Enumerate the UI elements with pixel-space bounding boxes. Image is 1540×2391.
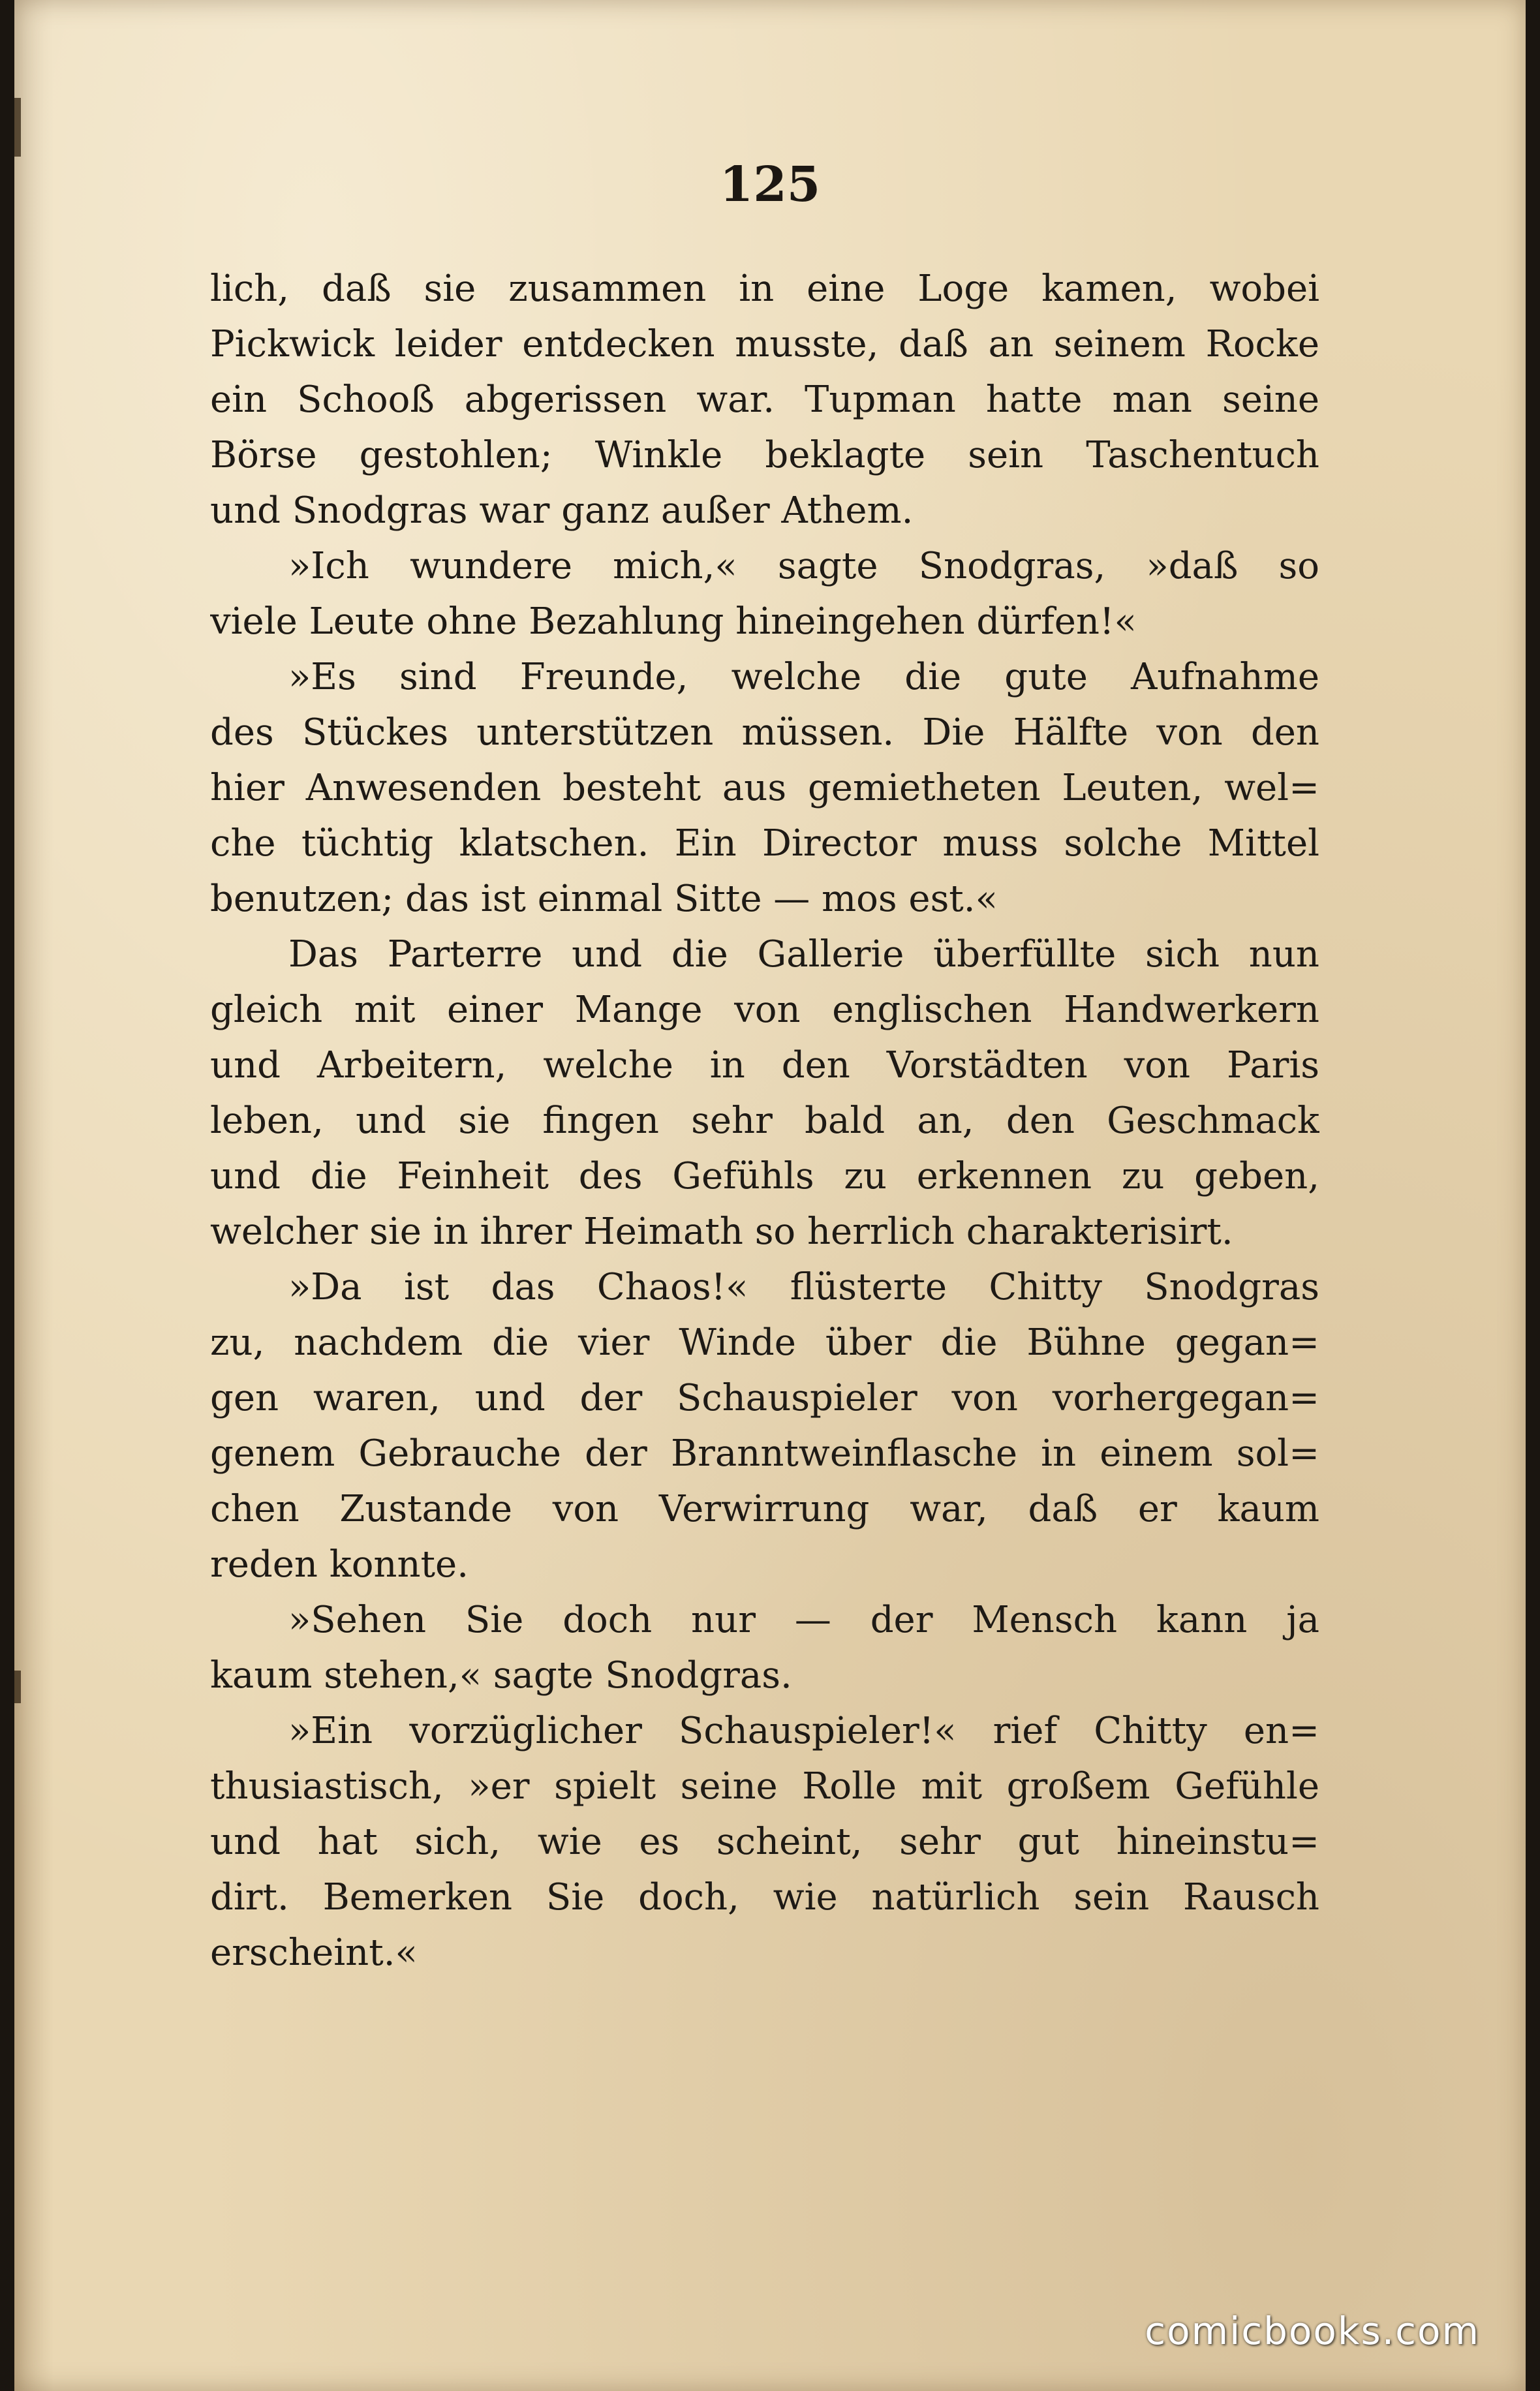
text-line: thusiastisch, »er spielt seine Rolle mit großem Gefühle xyxy=(210,1765,1319,1808)
text-line: chen Zustande von Verwirrung war, daß er kaum xyxy=(210,1488,1319,1530)
text-line: des Stückes unterstützen müssen. Die Hälfte von den xyxy=(210,711,1319,754)
text-line: lich, daß sie zusammen in eine Loge kamen, wobei xyxy=(210,268,1319,310)
body-text xyxy=(210,261,1319,1981)
text-line: und Snodgras war ganz außer Athem. xyxy=(210,489,914,532)
text-line: »Es sind Freunde, welche die gute Aufnahme xyxy=(288,656,1319,698)
text-line: Das Parterre und die Gallerie überfüllte sich nun xyxy=(288,933,1319,976)
text-line: zu, nachdem die vier Winde über die Bühne gegan= xyxy=(210,1321,1319,1364)
text-line: gen waren, und der Schauspieler von vorhergegan= xyxy=(210,1377,1319,1419)
text-line: leben, und sie fingen sehr bald an, den Geschmack xyxy=(210,1100,1319,1142)
text-line: »Da ist das Chaos!« flüsterte Chitty Snodgras xyxy=(288,1266,1319,1308)
page-edge-mark xyxy=(14,1671,21,1703)
text-line: und hat sich, wie es scheint, sehr gut hineinstu= xyxy=(210,1821,1319,1863)
text-line: benutzen; das ist einmal Sitte — mos est.« xyxy=(210,878,998,920)
text-line: erscheint.« xyxy=(210,1932,418,1974)
text-line: »Ich wundere mich,« sagte Snodgras, »daß so xyxy=(288,545,1319,587)
text-line: und Arbeitern, welche in den Vorstädten von Paris xyxy=(210,1044,1319,1087)
text-line: »Ein vorzüglicher Schauspieler!« rief Chitty en= xyxy=(288,1710,1319,1752)
text-line: gleich mit einer Mange von englischen Handwerkern xyxy=(210,989,1319,1031)
book-page xyxy=(14,0,1526,2391)
page-number: 125 xyxy=(719,157,821,213)
text-line: genem Gebrauche der Branntweinflasche in einem sol= xyxy=(210,1432,1319,1475)
text-line: Börse gestohlen; Winkle beklagte sein Taschentuch xyxy=(210,434,1319,476)
text-line: kaum stehen,« sagte Snodgras. xyxy=(210,1654,792,1697)
page-edge-mark xyxy=(14,98,21,157)
text-line: und die Feinheit des Gefühls zu erkennen zu geben, xyxy=(210,1155,1319,1197)
text-line: che tüchtig klatschen. Ein Director muss solche Mittel xyxy=(210,822,1319,865)
text-line: »Sehen Sie doch nur — der Mensch kann ja xyxy=(288,1599,1319,1641)
text-line: ein Schooß abgerissen war. Tupman hatte man seine xyxy=(210,378,1319,421)
text-line: viele Leute ohne Bezahlung hineingehen dürfen!« xyxy=(210,600,1137,643)
text-line: Pickwick leider entdecken musste, daß an seinem Rocke xyxy=(210,323,1319,365)
text-line: dirt. Bemerken Sie doch, wie natürlich sein Rausch xyxy=(210,1876,1319,1919)
text-line: welcher sie in ihrer Heimath so herrlich charakterisirt. xyxy=(210,1211,1233,1253)
watermark: comicbooks.com xyxy=(1145,2309,1480,2353)
text-line: reden konnte. xyxy=(210,1543,469,1586)
text-line: hier Anwesenden besteht aus gemietheten Leuten, wel= xyxy=(210,767,1319,809)
